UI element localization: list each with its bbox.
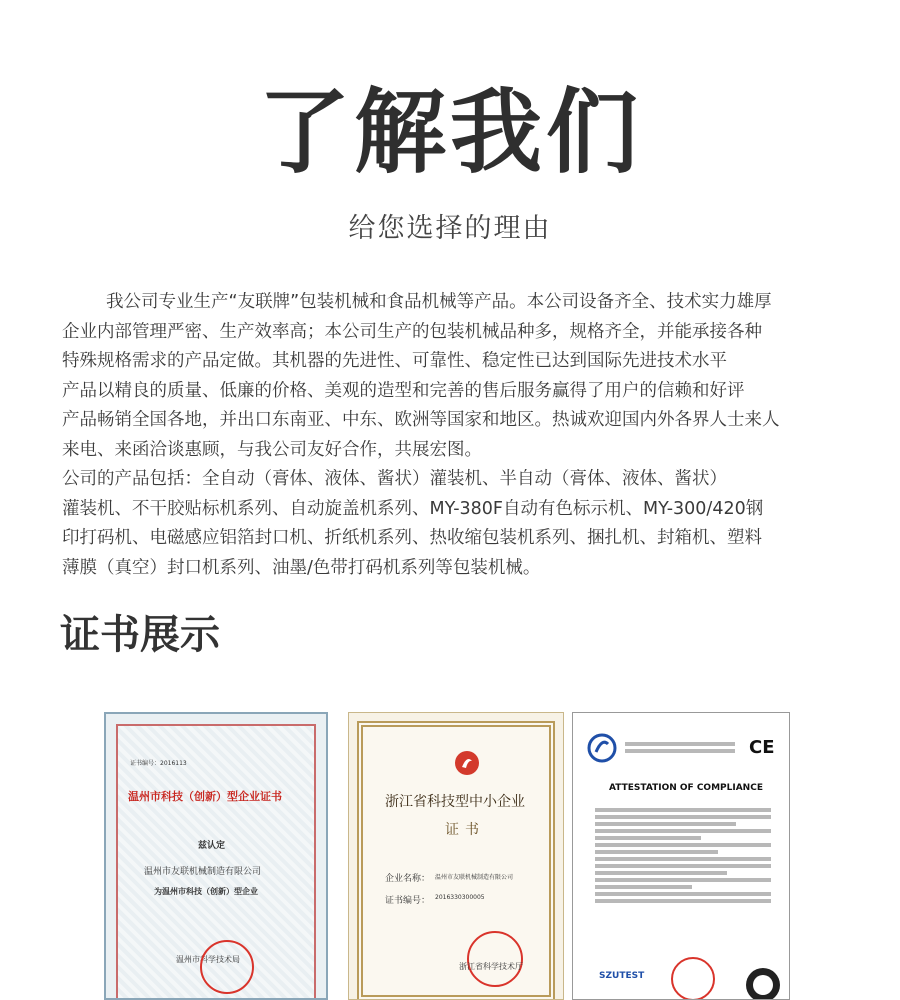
cert1-statement: 为温州市科技（创新）型企业 [154, 887, 258, 896]
cert1-number: 证书编号：2016113 [130, 760, 187, 767]
red-seal-stamp [200, 940, 254, 994]
torch-emblem-icon [453, 749, 481, 777]
certificate-ce-compliance [572, 712, 790, 1000]
cert2-subheading: 证书 [445, 822, 485, 838]
certificate-zhejiang-sme [348, 712, 564, 1000]
szutest-brand: SZUTEST [599, 971, 645, 981]
page-subtitle: 给您选择的理由 [348, 213, 552, 244]
certificate-wenzhou-tech [104, 712, 328, 1000]
cert2-number-value: 2016330300005 [435, 894, 485, 901]
certificate-border [116, 724, 316, 1000]
cert1-confirmed: 兹认定 [198, 841, 226, 851]
intro-line: 产品畅销全国各地，并出口东南亚、中东、欧洲等国家和地区。热诚欢迎国内外各界人士来人 [62, 410, 780, 430]
certificates-section-title: 证书展示 [60, 612, 220, 658]
intro-line: 薄膜（真空）封口机系列、油墨/色带打码机系列等包装机械。 [62, 557, 541, 578]
cert1-issuer: 温州市科学技术局 [176, 955, 240, 964]
intro-line: 公司的产品包括：全自动（膏体、液体、酱状）灌装机、半自动（膏体、液体、酱状） [62, 469, 727, 489]
cert3-body-text [595, 805, 771, 906]
cert2-number-label: 证书编号： [385, 896, 431, 906]
intro-line: 我公司专业生产“友联牌”包装机械和食品机械等产品。本公司设备齐全、技术实力雄厚 [106, 292, 772, 312]
cert2-issuer: 浙江省科学技术厅 [459, 962, 523, 971]
szutest-logo-icon [587, 733, 617, 763]
intro-line: 灌装机、不干胶贴标机系列、自动旋盖机系列、MY-380F自动有色标示机、MY-300/420钢 [62, 498, 764, 519]
red-seal-stamp [467, 931, 523, 987]
intro-line: 产品以精良的质量、低廉的价格、美观的造型和完善的售后服务赢得了用户的信赖和好评 [62, 380, 745, 401]
cert2-heading: 浙江省科技型中小企业 [385, 794, 525, 810]
red-seal-stamp [671, 957, 715, 1000]
cert2-company-value: 温州市友联机械制造有限公司 [435, 874, 514, 881]
intro-line: 特殊规格需求的产品定做。其机器的先进性、可靠性、稳定性已达到国际先进技术水平 [62, 351, 727, 371]
intro-line: 印打码机、电磁感应铝箔封口机、折纸机系列、热收缩包装机系列、捆扎机、封箱机、塑料 [62, 528, 762, 548]
page-title: 了解我们 [257, 79, 642, 186]
seal-badge-icon [743, 965, 783, 1000]
cert3-header-text [625, 739, 735, 756]
ce-mark: CE [749, 737, 775, 758]
cert3-heading: ATTESTATION OF COMPLIANCE [609, 783, 763, 793]
cert1-heading: 温州市科技（创新）型企业证书 [128, 790, 282, 803]
cert1-company: 温州市友联机械制造有限公司 [144, 867, 262, 877]
intro-line: 来电、来函洽谈惠顾，与我公司友好合作，共展宏图。 [62, 439, 482, 460]
cert2-company-label: 企业名称： [385, 874, 431, 884]
intro-line: 企业内部管理严密、生产效率高；本公司生产的包装机械品种多，规格齐全，并能承接各种 [62, 321, 762, 342]
certificate-border [357, 721, 555, 1000]
company-intro [62, 288, 852, 583]
